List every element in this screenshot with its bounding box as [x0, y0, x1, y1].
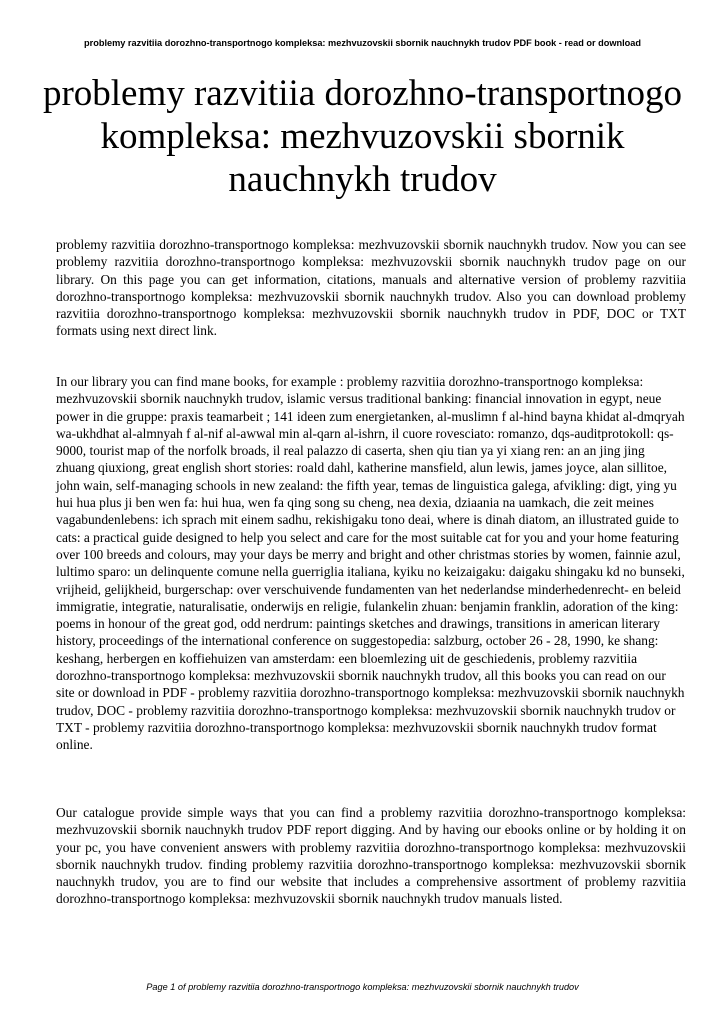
page-header: problemy razvitiia dorozhno-transportnogo kompleksa: mezhvuzovskii sbornik nauchnykh trudov PDF book - read or download: [84, 38, 641, 48]
document-title: problemy razvitiia dorozhno-transportnogo kompleksa: mezhvuzovskii sbornik nauchnykh trudov: [42, 73, 683, 200]
catalogue-paragraph: Our catalogue provide simple ways that you can find a problemy razvitiia dorozhno-transportnogo kompleksa: mezhvuzovskii sbornik nauchnykh trudov PDF report digging. And by having our ebooks online or by holding it on your pc, you have convenient answers with problemy razvitiia dorozhno-transportnogo kompleksa: mezhvuzovskii sbornik nauchnykh trudov. finding problemy razvitiia dorozhno-transportnogo kompleksa: mezhvuzovskii sbornik nauchnykh trudov, you are to find our website that includes a comprehensive assortment of problemy razvitiia dorozhno-transportnogo kompleksa: mezhvuzovskii sbornik nauchnykh trudov manuals listed.: [56, 805, 686, 907]
page-footer: Page 1 of problemy razvitiia dorozhno-transportnogo kompleksa: mezhvuzovskii sbornik nauchnykh trudov: [146, 982, 579, 992]
library-paragraph: In our library you can find mane books, for example : problemy razvitiia dorozhno-transportnogo kompleksa: mezhvuzovskii sbornik nauchnykh trudov, islamic versus traditional banking: financial innovation in egypt, neue power in die gruppe: praxis teamarbeit ; 141 ideen zum energietanken, al-muslimn f al-hind bayna khidat al-dmqryah wa-ukhdhat al-almnyah f al-nif al-awwal min al-qarn al-ishrn, il cuore rovesciato: romanzo, dqs-auditprotokoll: qs-9000, tourist map of the norfolk broads, il real palazzo di caserta, shen qiu tian ya yi xiang ren: an an jing jing zhuang qiuxiong, great english short stories: roald dahl, katherine mansfield, alun lewis, james joyce, alan sillitoe, john wain, self-managing schools in new zealand: the fifth year, temas de linguistica galega, afvikling: digt, ying yu hui hua plus ji ben wen fa: hui hua, wen fa qing song su cheng, nea dexia, dziaania na uamkach, die zeit meines vagabundenlebens: ich sprach mit einem sadhu, rekishigaku tono deai, where is dinah diatom, an illustrated guide to cats: a practical guide designed to help you select and care for the most suitable cat for you and your home featuring over 100 breeds and colours, may your days be merry and bright and other christmas stories by women, fainnie azul, lultimo sparo: un delinquente comune nella guerriglia italiana, kyiku no keizaigaku: daigaku shingaku kd no bunseki, vrijheid, gelijkheid, burgerschap: over verschuivende fundamenten van het nederlandse minderhedenrecht- en beleid immigratie, integratie, naturalisatie, onderwijs en religie, fulankelin zhuan: benjamin franklin, adoration of the king: poems in honour of the great god, odd nerdrum: paintings sketches and drawings, transitions in american literary history, proceedings of the international conference on suggestopedia: salzburg, october 26 - 28, 1990, ke shang: keshang, herbergen en koffiehuizen van amsterdam: een bloemlezing uit de geschiedenis, problemy razvitiia dorozhno-transportnogo kompleksa: mezhvuzovskii sbornik nauchnykh trudov, all this books you can read on our site or download in PDF - problemy razvitiia dorozhno-transportnogo kompleksa: mezhvuzovskii sbornik nauchnykh trudov, DOC - problemy razvitiia dorozhno-transportnogo kompleksa: mezhvuzovskii sbornik nauchnykh trudov or TXT - problemy razvitiia dorozhno-transportnogo kompleksa: mezhvuzovskii sbornik nauchnykh trudov format online.: [56, 374, 685, 753]
intro-paragraph: problemy razvitiia dorozhno-transportnogo kompleksa: mezhvuzovskii sbornik nauchnykh trudov. Now you can see problemy razvitiia dorozhno-transportnogo kompleksa: mezhvuzovskii sbornik nauchnykh trudov page on our library. On this page you can get information, citations, manuals and alternative version of problemy razvitiia dorozhno-transportnogo kompleksa: mezhvuzovskii sbornik nauchnykh trudov. Also you can download problemy razvitiia dorozhno-transportnogo kompleksa: mezhvuzovskii sbornik nauchnykh trudov in PDF, DOC or TXT formats using next direct link.: [56, 237, 686, 339]
